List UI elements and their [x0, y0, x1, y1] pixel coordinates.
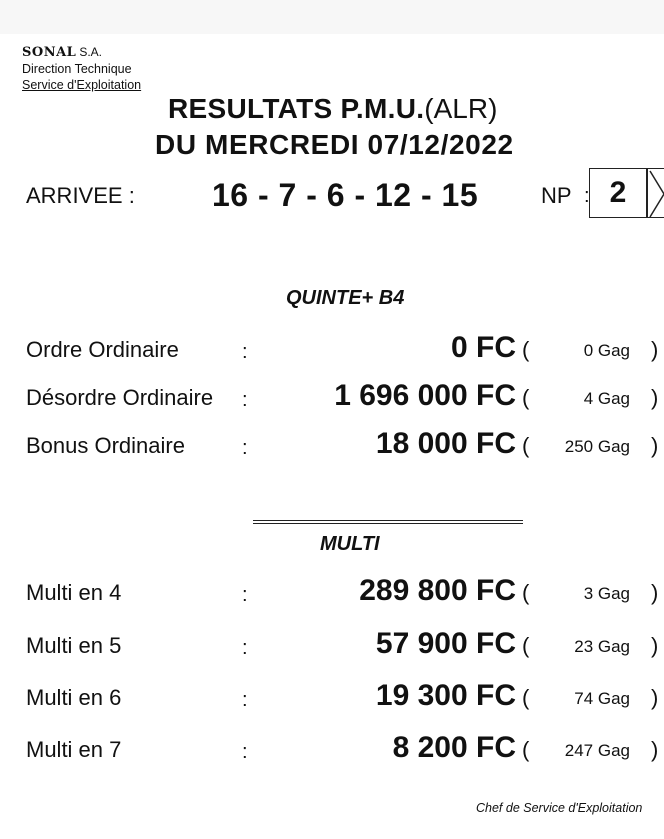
- np-value-box: 2: [589, 168, 647, 218]
- row-label: Multi en 4: [26, 580, 122, 605]
- row-amount: 18 000 FC: [375, 427, 516, 460]
- row-open-paren: (: [522, 337, 530, 362]
- company-header: [22, 44, 141, 93]
- row-colon: :: [242, 741, 248, 763]
- page-title: [168, 92, 497, 126]
- section-divider: [253, 523, 523, 524]
- row-winners: 3 Gag: [583, 584, 630, 603]
- section-divider: [253, 520, 523, 521]
- row-winners: 23 Gag: [574, 637, 630, 656]
- arrivee-label: ARRIVEE :: [26, 183, 135, 208]
- company-suffix: S.A.: [79, 45, 103, 59]
- table-row: [0, 730, 664, 770]
- row-close-paren: ): [651, 385, 659, 410]
- table-row: [0, 426, 664, 466]
- arrivee-numbers: 16 - 7 - 6 - 12 - 15: [212, 177, 479, 213]
- row-amount: 8 200 FC: [392, 731, 516, 764]
- row-open-paren: (: [522, 580, 530, 605]
- row-winners: 4 Gag: [583, 389, 630, 408]
- np-colon: :: [584, 185, 590, 207]
- table-row: [0, 573, 664, 613]
- row-amount: 0 FC: [450, 331, 516, 364]
- service-line: Service d'Exploitation: [22, 78, 142, 92]
- row-amount: 57 900 FC: [375, 627, 516, 660]
- row-close-paren: ): [651, 685, 659, 710]
- row-colon: :: [242, 689, 248, 711]
- row-label: Désordre Ordinaire: [26, 385, 214, 410]
- np-label: NP: [541, 183, 572, 208]
- row-close-paren: ): [651, 580, 659, 605]
- title-main: RESULTATS P.M.U.: [168, 93, 425, 124]
- company-brand: SONAL: [22, 45, 77, 60]
- multi-section-title: MULTI: [320, 533, 380, 555]
- table-row: [0, 378, 664, 418]
- table-row: [0, 330, 664, 370]
- row-open-paren: (: [522, 685, 530, 710]
- np-arrow-icon: [647, 168, 664, 218]
- table-row: [0, 626, 664, 666]
- row-colon: :: [242, 637, 248, 659]
- row-winners: 247 Gag: [564, 741, 630, 760]
- row-amount: 1 696 000 FC: [334, 379, 516, 412]
- row-close-paren: ): [651, 433, 659, 458]
- signature-label: Chef de Service d'Exploitation: [476, 801, 643, 815]
- row-winners: 0 Gag: [583, 341, 630, 360]
- row-close-paren: ): [651, 633, 659, 658]
- row-label: Multi en 5: [26, 633, 122, 658]
- row-open-paren: (: [522, 433, 530, 458]
- row-close-paren: ): [651, 737, 659, 762]
- top-band: [0, 0, 664, 34]
- row-winners: 250 Gag: [564, 437, 630, 456]
- row-label: Bonus Ordinaire: [26, 433, 185, 458]
- row-label: Multi en 7: [26, 737, 122, 762]
- table-row: [0, 678, 664, 718]
- row-label: Ordre Ordinaire: [26, 337, 179, 362]
- row-amount: 289 800 FC: [359, 574, 516, 607]
- row-open-paren: (: [522, 737, 530, 762]
- row-winners: 74 Gag: [574, 689, 630, 708]
- row-label: Multi en 6: [26, 685, 122, 710]
- row-amount: 19 300 FC: [375, 679, 516, 712]
- row-colon: :: [242, 437, 248, 459]
- row-close-paren: ): [651, 337, 659, 362]
- title-suffix: (ALR): [424, 93, 498, 124]
- department-line: Direction Technique: [22, 62, 132, 76]
- row-colon: :: [242, 389, 248, 411]
- row-open-paren: (: [522, 385, 530, 410]
- row-colon: :: [242, 584, 248, 606]
- quinte-section-title: QUINTE+ B4: [286, 287, 405, 309]
- page-date: DU MERCREDI 07/12/2022: [155, 129, 514, 160]
- row-open-paren: (: [522, 633, 530, 658]
- row-colon: :: [242, 341, 248, 363]
